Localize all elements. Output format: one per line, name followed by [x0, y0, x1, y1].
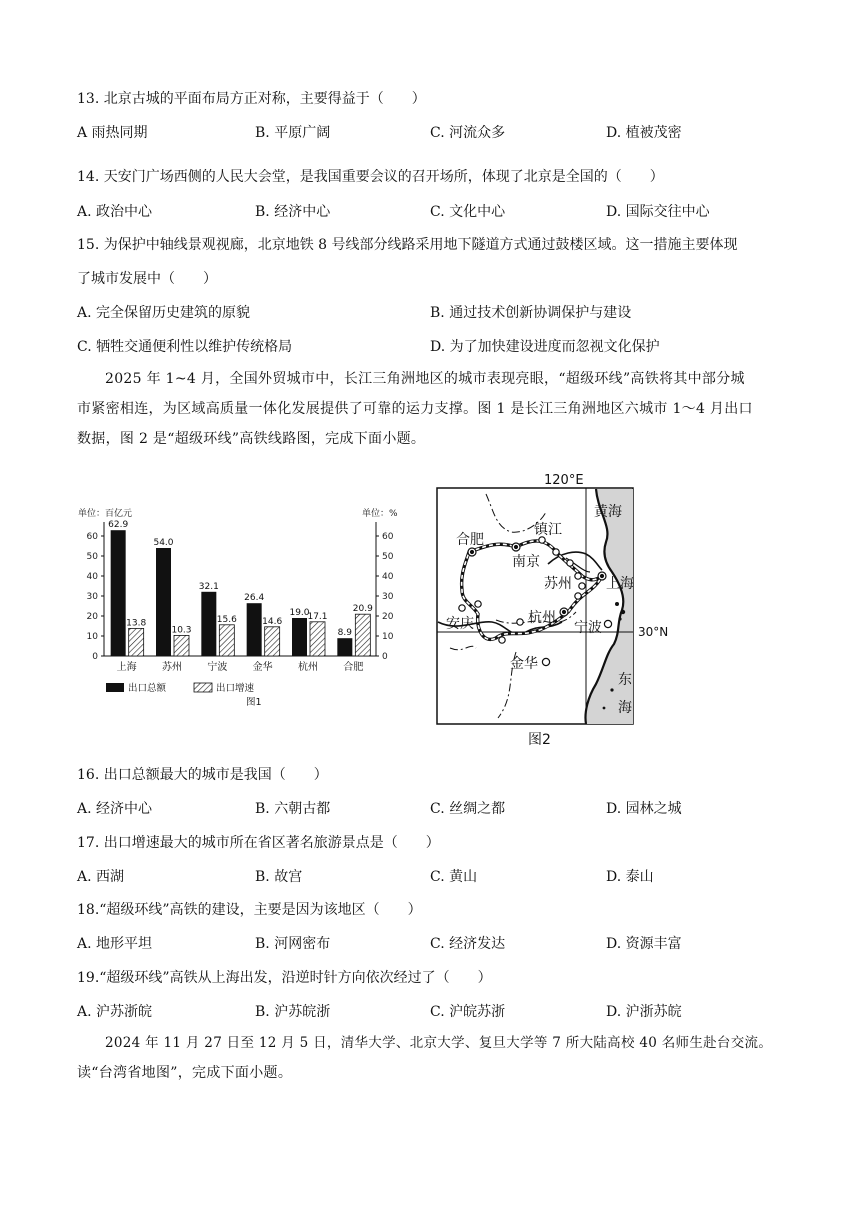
- category-label: 上海: [116, 662, 137, 673]
- y-tick-label-left: 10: [86, 632, 98, 642]
- legend-label-total: 出口总额: [128, 683, 167, 694]
- data-label-total: 54.0: [153, 538, 174, 548]
- q19-option-b[interactable]: B. 沪苏皖浙: [255, 1004, 331, 1020]
- q17-option-b[interactable]: B. 故宫: [255, 869, 303, 885]
- q16-option-a[interactable]: A. 经济中心: [77, 801, 153, 817]
- city-label-ningbo: 宁波: [574, 620, 602, 636]
- data-label-total: 32.1: [198, 581, 219, 592]
- bar-export-growth: [265, 627, 280, 656]
- city-label-shanghai: 上海: [606, 576, 634, 592]
- q19-option-d[interactable]: D. 沪浙苏皖: [606, 1004, 682, 1020]
- y-tick-label-left: 20: [86, 612, 98, 622]
- category-label: 合肥: [343, 662, 364, 673]
- y-tick-label-right: 30: [382, 592, 394, 602]
- longitude-label: 120°E: [544, 473, 584, 488]
- figure-2-caption: 图2: [528, 732, 551, 748]
- bar-export-growth: [310, 622, 325, 656]
- q17-option-c[interactable]: C. 黄山: [430, 869, 478, 885]
- bar-export-total: [247, 603, 262, 656]
- category-label: 杭州: [298, 662, 318, 673]
- q16-option-d[interactable]: D. 园林之城: [606, 801, 682, 817]
- q17-option-d[interactable]: D. 泰山: [606, 869, 654, 885]
- bar-export-growth: [174, 635, 189, 656]
- bar-export-total: [201, 592, 216, 656]
- data-label-total: 62.9: [108, 520, 129, 531]
- bar-export-total: [156, 548, 171, 656]
- bar-export-growth: [129, 628, 144, 656]
- data-label-growth: 20.9: [352, 604, 373, 615]
- passage1-line2: 市紧密相连，为区域高质量一体化发展提供了可靠的运力支撑。图 1 是长江三角洲地区六城市 1～4 月出口: [77, 401, 753, 417]
- q13-option-b[interactable]: B. 平原广阔: [255, 125, 331, 141]
- passage1-line3: 数据，图 2 是“超级环线”高铁线路图，完成下面小题。: [77, 431, 426, 447]
- q18-option-c[interactable]: C. 经济发达: [430, 936, 506, 952]
- bar-export-total: [292, 618, 307, 656]
- bar-export-total: [111, 530, 126, 656]
- q18-option-a[interactable]: A. 地形平坦: [77, 936, 153, 952]
- y-tick-label-left: 50: [86, 552, 98, 562]
- y-tick-label-left: 40: [86, 572, 98, 582]
- category-label: 金华: [252, 662, 273, 673]
- y-tick-label-right: 50: [382, 552, 394, 562]
- q18-option-d[interactable]: D. 资源丰富: [606, 936, 682, 952]
- q16-option-c[interactable]: C. 丝绸之都: [430, 801, 506, 817]
- q14-option-c[interactable]: C. 文化中心: [430, 204, 506, 220]
- latitude-label: 30°N: [638, 625, 669, 639]
- question-18-stem: 18.“超级环线”高铁的建设，主要是因为该地区（ ）: [77, 902, 422, 918]
- right-unit-label: 单位：%: [362, 509, 398, 519]
- legend-swatch-growth: [194, 683, 212, 692]
- data-label-growth: 17.1: [307, 611, 328, 622]
- question-13-stem: 13. 北京古城的平面布局方正对称，主要得益于（ ）: [77, 91, 426, 107]
- data-label-total: 26.4: [244, 593, 265, 604]
- question-19-stem: 19.“超级环线”高铁从上海出发，沿逆时针方向依次经过了（ ）: [77, 970, 492, 986]
- q14-option-d[interactable]: D. 国际交往中心: [606, 204, 710, 220]
- q14-option-b[interactable]: B. 经济中心: [255, 204, 331, 220]
- y-tick-label-left: 60: [86, 532, 98, 542]
- data-label-total: 8.9: [337, 628, 352, 639]
- city-label-hefei: 合肥: [456, 532, 484, 548]
- city-label-nanjing: 南京: [512, 554, 540, 570]
- y-tick-label-right: 20: [382, 612, 394, 622]
- legend-label-growth: 出口增速: [216, 683, 255, 694]
- passage1-line1: 2025 年 1~4 月，全国外贸城市中，长江三角洲地区的城市表现亮眼，“超级环线”高铁将其中部分城: [105, 371, 745, 387]
- question-15-stem-line2: 了城市发展中（ ）: [77, 271, 217, 287]
- city-label-zhenjiang: 镇江: [534, 522, 562, 538]
- bar-export-growth: [219, 625, 234, 656]
- question-16-stem: 16. 出口总额最大的城市是我国（ ）: [77, 767, 328, 783]
- data-label-growth: 14.6: [262, 616, 283, 627]
- sea-label-dong: 东: [618, 672, 632, 688]
- sea-label-hai: 海: [618, 700, 632, 716]
- q13-option-a[interactable]: A 雨热同期: [77, 125, 148, 141]
- category-label: 宁波: [207, 662, 228, 673]
- sea-label-huanghai: 黄海: [594, 504, 622, 520]
- q18-option-b[interactable]: B. 河网密布: [255, 936, 331, 952]
- legend-swatch-total: [106, 683, 124, 692]
- y-tick-label-left: 0: [92, 652, 98, 662]
- y-tick-label-right: 40: [382, 572, 394, 582]
- q15-option-d[interactable]: D. 为了加快建设进度而忽视文化保护: [430, 339, 660, 355]
- q15-option-a[interactable]: A. 完全保留历史建筑的原貌: [77, 305, 251, 321]
- y-tick-label-right: 0: [382, 652, 388, 662]
- q13-option-d[interactable]: D. 植被茂密: [606, 125, 682, 141]
- bar-export-total: [337, 638, 352, 656]
- passage2-line1: 2024 年 11 月 27 日至 12 月 5 日，清华大学、北京大学、复旦大学等 7 所大陆高校 40 名师生赴台交流。: [105, 1035, 773, 1051]
- q15-option-b[interactable]: B. 通过技术创新协调保护与建设: [430, 305, 632, 321]
- left-unit-label: 单位：百亿元: [78, 509, 133, 519]
- q15-option-c[interactable]: C. 牺牲交通便利性以维护传统格局: [77, 339, 293, 355]
- super-loop-railway-map: [436, 472, 669, 752]
- city-label-jinhua: 金华: [510, 656, 538, 672]
- q19-option-c[interactable]: C. 沪皖苏浙: [430, 1004, 506, 1020]
- passage2-line2: 读“台湾省地图”，完成下面小题。: [77, 1065, 293, 1081]
- data-label-total: 19.0: [289, 608, 310, 618]
- q19-option-a[interactable]: A. 沪苏浙皖: [77, 1004, 153, 1020]
- export-bar-chart: [76, 496, 416, 716]
- category-label: 苏州: [162, 662, 182, 673]
- y-tick-label-left: 30: [86, 592, 98, 602]
- q13-option-c[interactable]: C. 河流众多: [430, 125, 506, 141]
- question-15-stem-line1: 15. 为保护中轴线景观视廊，北京地铁 8 号线部分线路采用地下隧道方式通过鼓楼区域。这一措施主要体现: [77, 237, 738, 253]
- data-label-growth: 13.8: [126, 618, 147, 629]
- city-label-suzhou: 苏州: [544, 576, 572, 592]
- data-label-growth: 15.6: [216, 614, 237, 625]
- y-tick-label-right: 60: [382, 532, 394, 542]
- city-label-hangzhou: 杭州: [528, 610, 556, 626]
- data-label-growth: 10.3: [171, 625, 192, 636]
- q17-option-a[interactable]: A. 西湖: [77, 869, 125, 885]
- figure-1-caption: 图1: [246, 697, 262, 708]
- question-17-stem: 17. 出口增速最大的城市所在省区著名旅游景点是（ ）: [77, 835, 440, 851]
- y-tick-label-right: 10: [382, 632, 394, 642]
- bar-export-growth: [355, 614, 370, 656]
- q16-option-b[interactable]: B. 六朝古都: [255, 801, 331, 817]
- city-label-anqing: 安庆: [446, 616, 474, 632]
- question-14-stem: 14. 天安门广场西侧的人民大会堂，是我国重要会议的召开场所，体现了北京是全国的（ ）: [77, 169, 664, 185]
- q14-option-a[interactable]: A. 政治中心: [77, 204, 153, 220]
